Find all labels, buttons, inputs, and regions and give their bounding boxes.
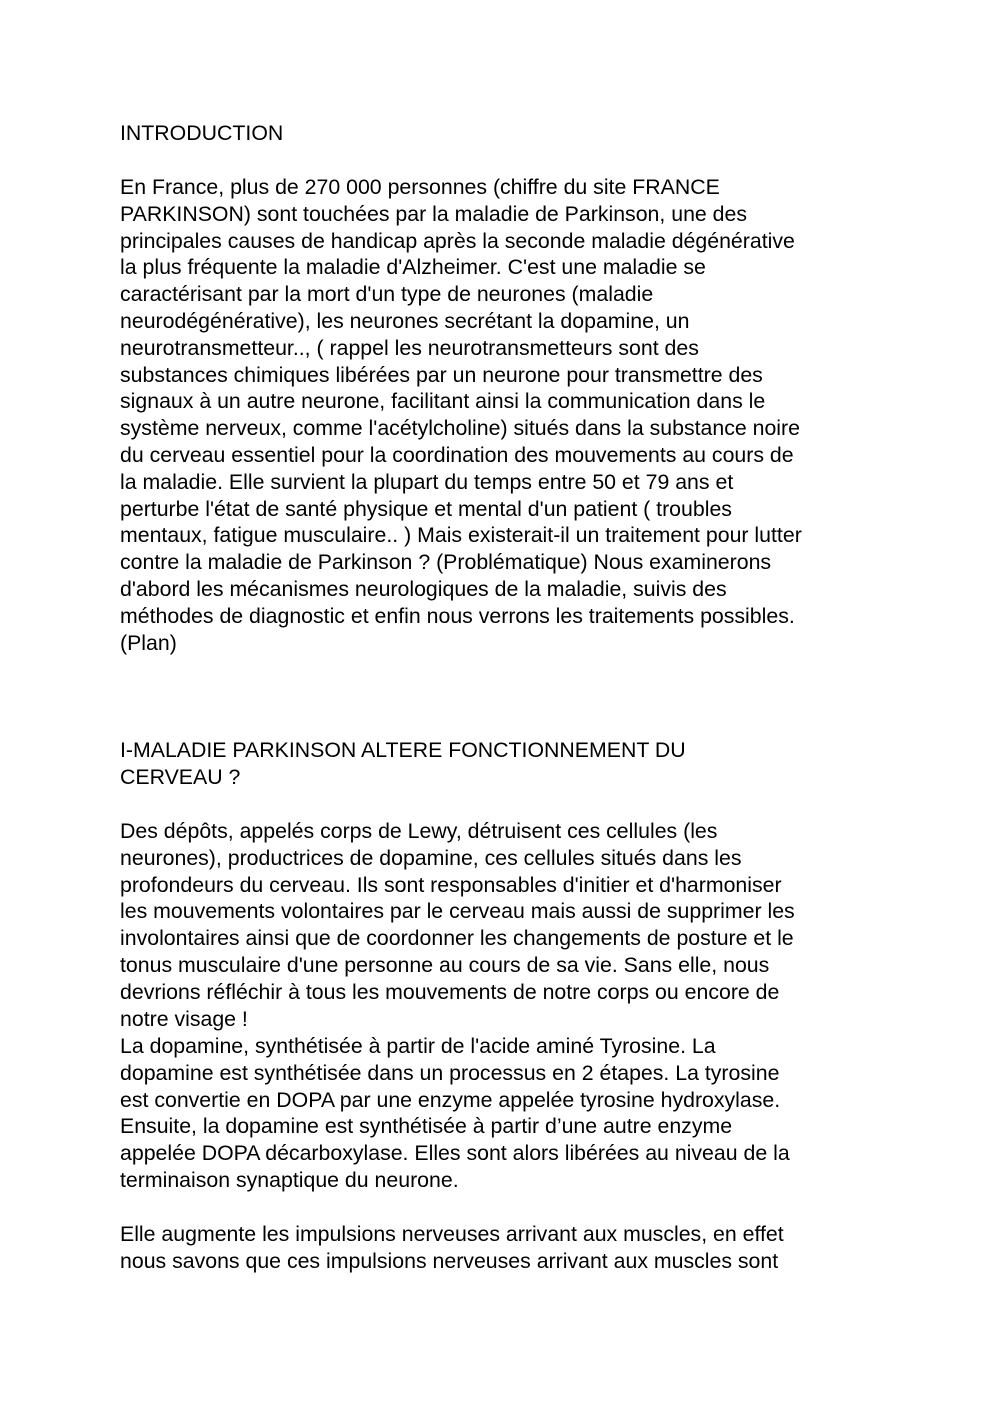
section-1-paragraph-2: La dopamine, synthétisée à partir de l'acide aminé Tyrosine. La dopamine est synthétisée dans un processus en 2 étapes. La tyrosine est convertie en DOPA par une enzyme appelée tyrosine hydroxylase. Ensuite, la dopamine est synthétisée à partir d’une autre enzyme appelée DOPA décarboxylase. Elles sont alors libérées au niveau de la terminaison synaptique du neurone. <box>120 1034 790 1192</box>
section-1-paragraph-3: Elle augmente les impulsions nerveuses arrivant aux muscles, en effet nous savons que ces impulsions nerveuses arrivant aux muscles sont <box>120 1222 784 1273</box>
section-1-heading: I-MALADIE PARKINSON ALTERE FONCTIONNEMENT DU CERVEAU ? <box>120 738 686 789</box>
intro-paragraph: En France, plus de 270 000 personnes (chiffre du site FRANCE PARKINSON) sont touchées par la maladie de Parkinson, une des principales causes de handicap après la seconde maladie dégénérative la plus fréquente la maladie d'Alzheimer. C'est une maladie se caractérisant par la mort d'un type de neurones (maladie neurodégénérative), les neurones secrétant la dopamine, un neurotransmetteur.., ( rappel les neurotransmetteurs sont des substances chimiques libérées par un neurone pour transmettre des signaux à un autre neurone, facilitant ainsi la communication dans le système nerveux, comme l'acétylcholine) situés dans la substance noire du cerveau essentiel pour la coordination des mouvements au cours de la maladie. Elle survient la plupart du temps entre 50 et 79 ans et perturbe l'état de santé physique et mental d'un patient ( troubles mentaux, fatigue musculaire.. ) Mais existerait-il un traitement pour lutter contre la maladie de Parkinson ? (Problématique) Nous examinerons d'abord les mécanismes neurologiques de la maladie, suivis des méthodes de diagnostic et enfin nous verrons les traitements possibles. (Plan) <box>120 175 802 655</box>
intro-heading: INTRODUCTION <box>120 121 284 145</box>
section-1-paragraph-1: Des dépôts, appelés corps de Lewy, détruisent ces cellules (les neurones), productrices de dopamine, ces cellules situés dans les profondeurs du cerveau. Ils sont responsables d'initier et d'harmoniser les mouvements volontaires par le cerveau mais aussi de supprimer les involontaires ainsi que de coordonner les changements de posture et le tonus musculaire d'une personne au cours de sa vie. Sans elle, nous devrions réfléchir à tous les mouvements de notre corps ou encore de notre visage ! <box>120 819 795 1031</box>
